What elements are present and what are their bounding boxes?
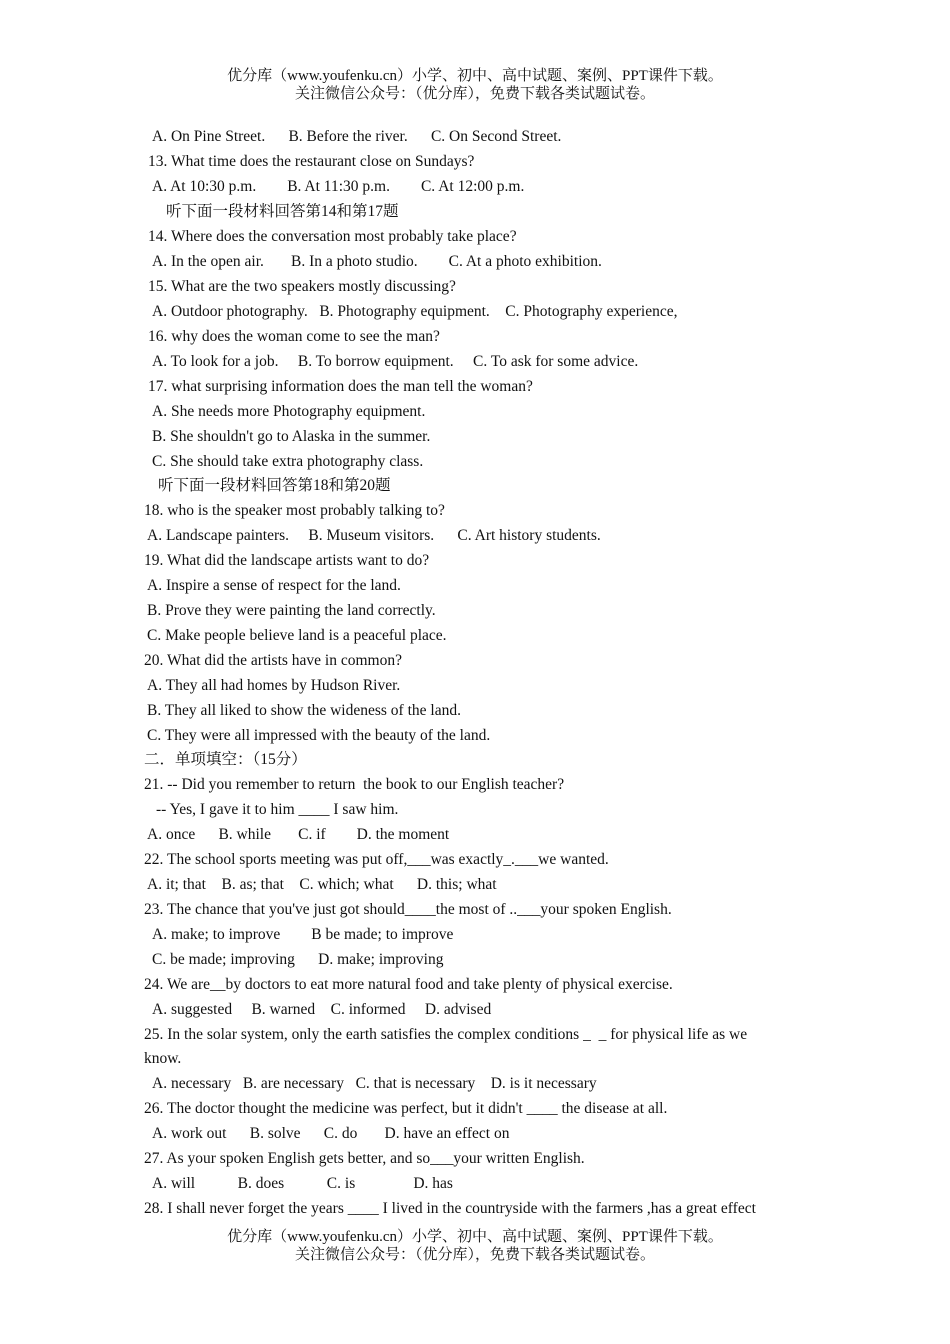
answer-options-q13: A. At 10:30 p.m. B. At 11:30 p.m. C. At 12:00 p.m. bbox=[152, 178, 525, 195]
footer-line-1: 优分库（www.youfenku.cn）小学、初中、高中试题、案例、PPT课件下载。 bbox=[227, 1229, 723, 1245]
answer-options-q23-ab: A. make; to improve B be made; to improve bbox=[152, 926, 454, 943]
question-28: 28. I shall never forget the years ____ I lived in the countryside with the farmers ,has a great effect bbox=[144, 1200, 756, 1217]
answer-options-q18: A. Landscape painters. B. Museum visitors. C. Art history students. bbox=[147, 527, 601, 544]
question-24: 24. We are__by doctors to eat more natural food and take plenty of physical exercise. bbox=[144, 976, 673, 993]
answer-options-q15: A. Outdoor photography. B. Photography equipment. C. Photography experience, bbox=[152, 303, 678, 320]
question-25-continued: know. bbox=[144, 1050, 182, 1067]
question-23: 23. The chance that you've just got should____the most of ..___your spoken English. bbox=[144, 901, 672, 918]
section-heading-single-choice: 二．单项填空：（15分） bbox=[144, 751, 307, 768]
question-21-reply: -- Yes, I gave it to him ____ I saw him. bbox=[156, 801, 399, 818]
answer-option-19c: C. Make people believe land is a peaceful place. bbox=[147, 627, 447, 644]
answer-option-20a: A. They all had homes by Hudson River. bbox=[147, 677, 401, 694]
question-27: 27. As your spoken English gets better, and so___your written English. bbox=[144, 1150, 585, 1167]
answer-option-17b: B. She shouldn't go to Alaska in the summer. bbox=[152, 428, 431, 445]
answer-option-19b: B. Prove they were painting the land correctly. bbox=[147, 602, 436, 619]
answer-options-q25: A. necessary B. are necessary C. that is necessary D. is it necessary bbox=[152, 1075, 597, 1092]
section-instruction-14-17: 听下面一段材料回答第14和第17题 bbox=[166, 203, 399, 220]
question-17: 17. what surprising information does the man tell the woman? bbox=[148, 378, 533, 395]
answer-options-q24: A. suggested B. warned C. informed D. advised bbox=[152, 1001, 492, 1018]
answer-options-q27: A. will B. does C. is D. has bbox=[152, 1175, 453, 1192]
answer-option-17a: A. She needs more Photography equipment. bbox=[152, 403, 426, 420]
answer-option-19a: A. Inspire a sense of respect for the land. bbox=[147, 577, 401, 594]
footer-line-2: 关注微信公众号：（优分库），免费下载各类试题试卷。 bbox=[294, 1247, 655, 1263]
question-14: 14. Where does the conversation most probably take place? bbox=[148, 228, 517, 245]
question-25: 25. In the solar system, only the earth satisfies the complex conditions _ _ for physical life as we bbox=[144, 1026, 748, 1043]
answer-option-20b: B. They all liked to show the wideness of the land. bbox=[147, 702, 461, 719]
answer-options-q21: A. once B. while C. if D. the moment bbox=[147, 826, 450, 843]
question-18: 18. who is the speaker most probably talking to? bbox=[144, 502, 445, 519]
header-line-1: 优分库（www.youfenku.cn）小学、初中、高中试题、案例、PPT课件下载。 bbox=[227, 68, 723, 84]
question-26: 26. The doctor thought the medicine was perfect, but it didn't ____ the disease at all. bbox=[144, 1100, 668, 1117]
question-13: 13. What time does the restaurant close on Sundays? bbox=[148, 153, 475, 170]
question-16: 16. why does the woman come to see the man? bbox=[148, 328, 440, 345]
answer-options-q16: A. To look for a job. B. To borrow equipment. C. To ask for some advice. bbox=[152, 353, 639, 370]
answer-options-q22: A. it; that B. as; that C. which; what D. this; what bbox=[147, 876, 497, 893]
answer-option-17c: C. She should take extra photography class. bbox=[152, 453, 424, 470]
page-footer bbox=[0, 1228, 950, 1264]
answer-option-20c: C. They were all impressed with the beauty of the land. bbox=[147, 727, 491, 744]
section-instruction-18-20: 听下面一段材料回答第18和第20题 bbox=[158, 477, 391, 494]
question-19: 19. What did the landscape artists want to do? bbox=[144, 552, 430, 569]
question-21: 21. -- Did you remember to return the book to our English teacher? bbox=[144, 776, 565, 793]
answer-options-q14: A. In the open air. B. In a photo studio. C. At a photo exhibition. bbox=[152, 253, 602, 270]
answer-options-q26: A. work out B. solve C. do D. have an effect on bbox=[152, 1125, 510, 1142]
page-header bbox=[0, 67, 950, 103]
answer-options-q12: A. On Pine Street. B. Before the river. C. On Second Street. bbox=[152, 128, 562, 145]
question-15: 15. What are the two speakers mostly discussing? bbox=[148, 278, 456, 295]
answer-options-q23-cd: C. be made; improving D. make; improving bbox=[152, 951, 444, 968]
question-22: 22. The school sports meeting was put off,___was exactly_.___we wanted. bbox=[144, 851, 609, 868]
header-line-2: 关注微信公众号：（优分库），免费下载各类试题试卷。 bbox=[294, 86, 655, 102]
question-20: 20. What did the artists have in common? bbox=[144, 652, 402, 669]
